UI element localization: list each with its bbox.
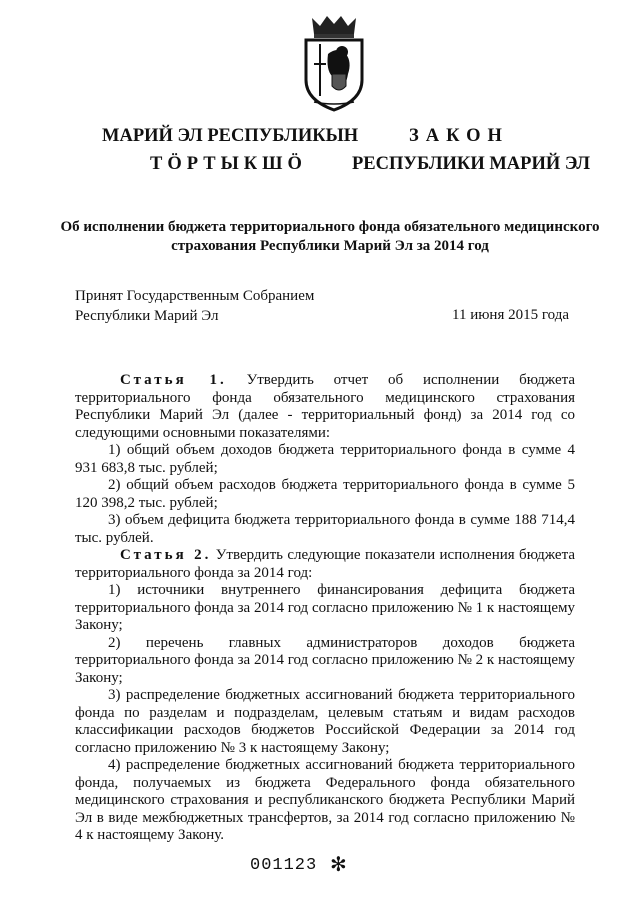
- article2-item: 4) распределение бюджетных ассигнований бюджета территориального фонда, получаемых из бюджета Федерального фонда обязательного медицинского страхования и республиканского бюджета Республики Марий Эл в виде межбюджетных трансфертов, за 2014 год согласно приложению № 4 к настоящему Закону.: [75, 757, 575, 843]
- article2-intro: [75, 547, 575, 582]
- article2-intro-text: Утвердить следующие показатели исполнения бюджета территориального фонда за 2014 год:: [75, 547, 575, 581]
- adopted-block: [75, 286, 314, 326]
- header-left-line2: ТӦРТЫКШӦ: [150, 154, 307, 174]
- article1-item: 3) объем дефицита бюджета территориального фонда в сумме 188 714,4 тыс. рублей.: [75, 512, 575, 546]
- coat-of-arms-emblem: [298, 14, 370, 112]
- header-right-line2: РЕСПУБЛИКИ МАРИЙ ЭЛ: [352, 154, 591, 174]
- article1-intro: [75, 372, 575, 442]
- asterisk-icon: ✻: [330, 854, 347, 876]
- document-title: Об исполнении бюджета территориального фонда обязательного медицинского страхования Республики Марий Эл за 2014 год: [60, 219, 600, 254]
- article2-item: 1) источники внутреннего финансирования дефицита бюджета территориального фонда за 2014 год согласно приложению № 1 к настоящему Закону;: [75, 582, 575, 633]
- adopted-line2: Республики Марий Эл: [75, 308, 219, 324]
- header-right-line1: ЗАКОН: [409, 126, 509, 146]
- article1-item: 1) общий объем доходов бюджета территориального фонда в сумме 4 931 683,8 тыс. рублей;: [75, 442, 575, 476]
- article2-item: 2) перечень главных администраторов доходов бюджета территориального фонда за 2014 год согласно приложению № 2 к настоящему Закону;: [75, 634, 575, 686]
- adoption-date: 11 июня 2015 года: [452, 307, 569, 323]
- law-body: [75, 372, 575, 845]
- article2-item: 3) распределение бюджетных ассигнований бюджета территориального фонда по разделам и подразделам, целевым статьям и видам расходов классификации расходов бюджетов Российской Федерации за 2014 год согласно приложению № 3 к настоящему Закону;: [75, 687, 575, 756]
- article1-item: 2) общий объем расходов бюджета территориального фонда в сумме 5 120 398,2 тыс. рублей;: [75, 477, 575, 511]
- article1-intro-text: Утвердить отчет об исполнении бюджета территориального фонда обязательного медицинского страхования Республики Марий Эл (далее - территориальный фонд) за 2014 год со следующими основными показателями:: [75, 372, 575, 441]
- header-left-line1: МАРИЙ ЭЛ РЕСПУБЛИКЫН: [102, 126, 359, 146]
- article1-heading: Статья 1.: [120, 372, 227, 388]
- article2-heading: Статья 2.: [120, 547, 212, 563]
- document-number: 001123: [250, 856, 318, 875]
- adopted-line1: Принят Государственным Собранием: [75, 288, 315, 304]
